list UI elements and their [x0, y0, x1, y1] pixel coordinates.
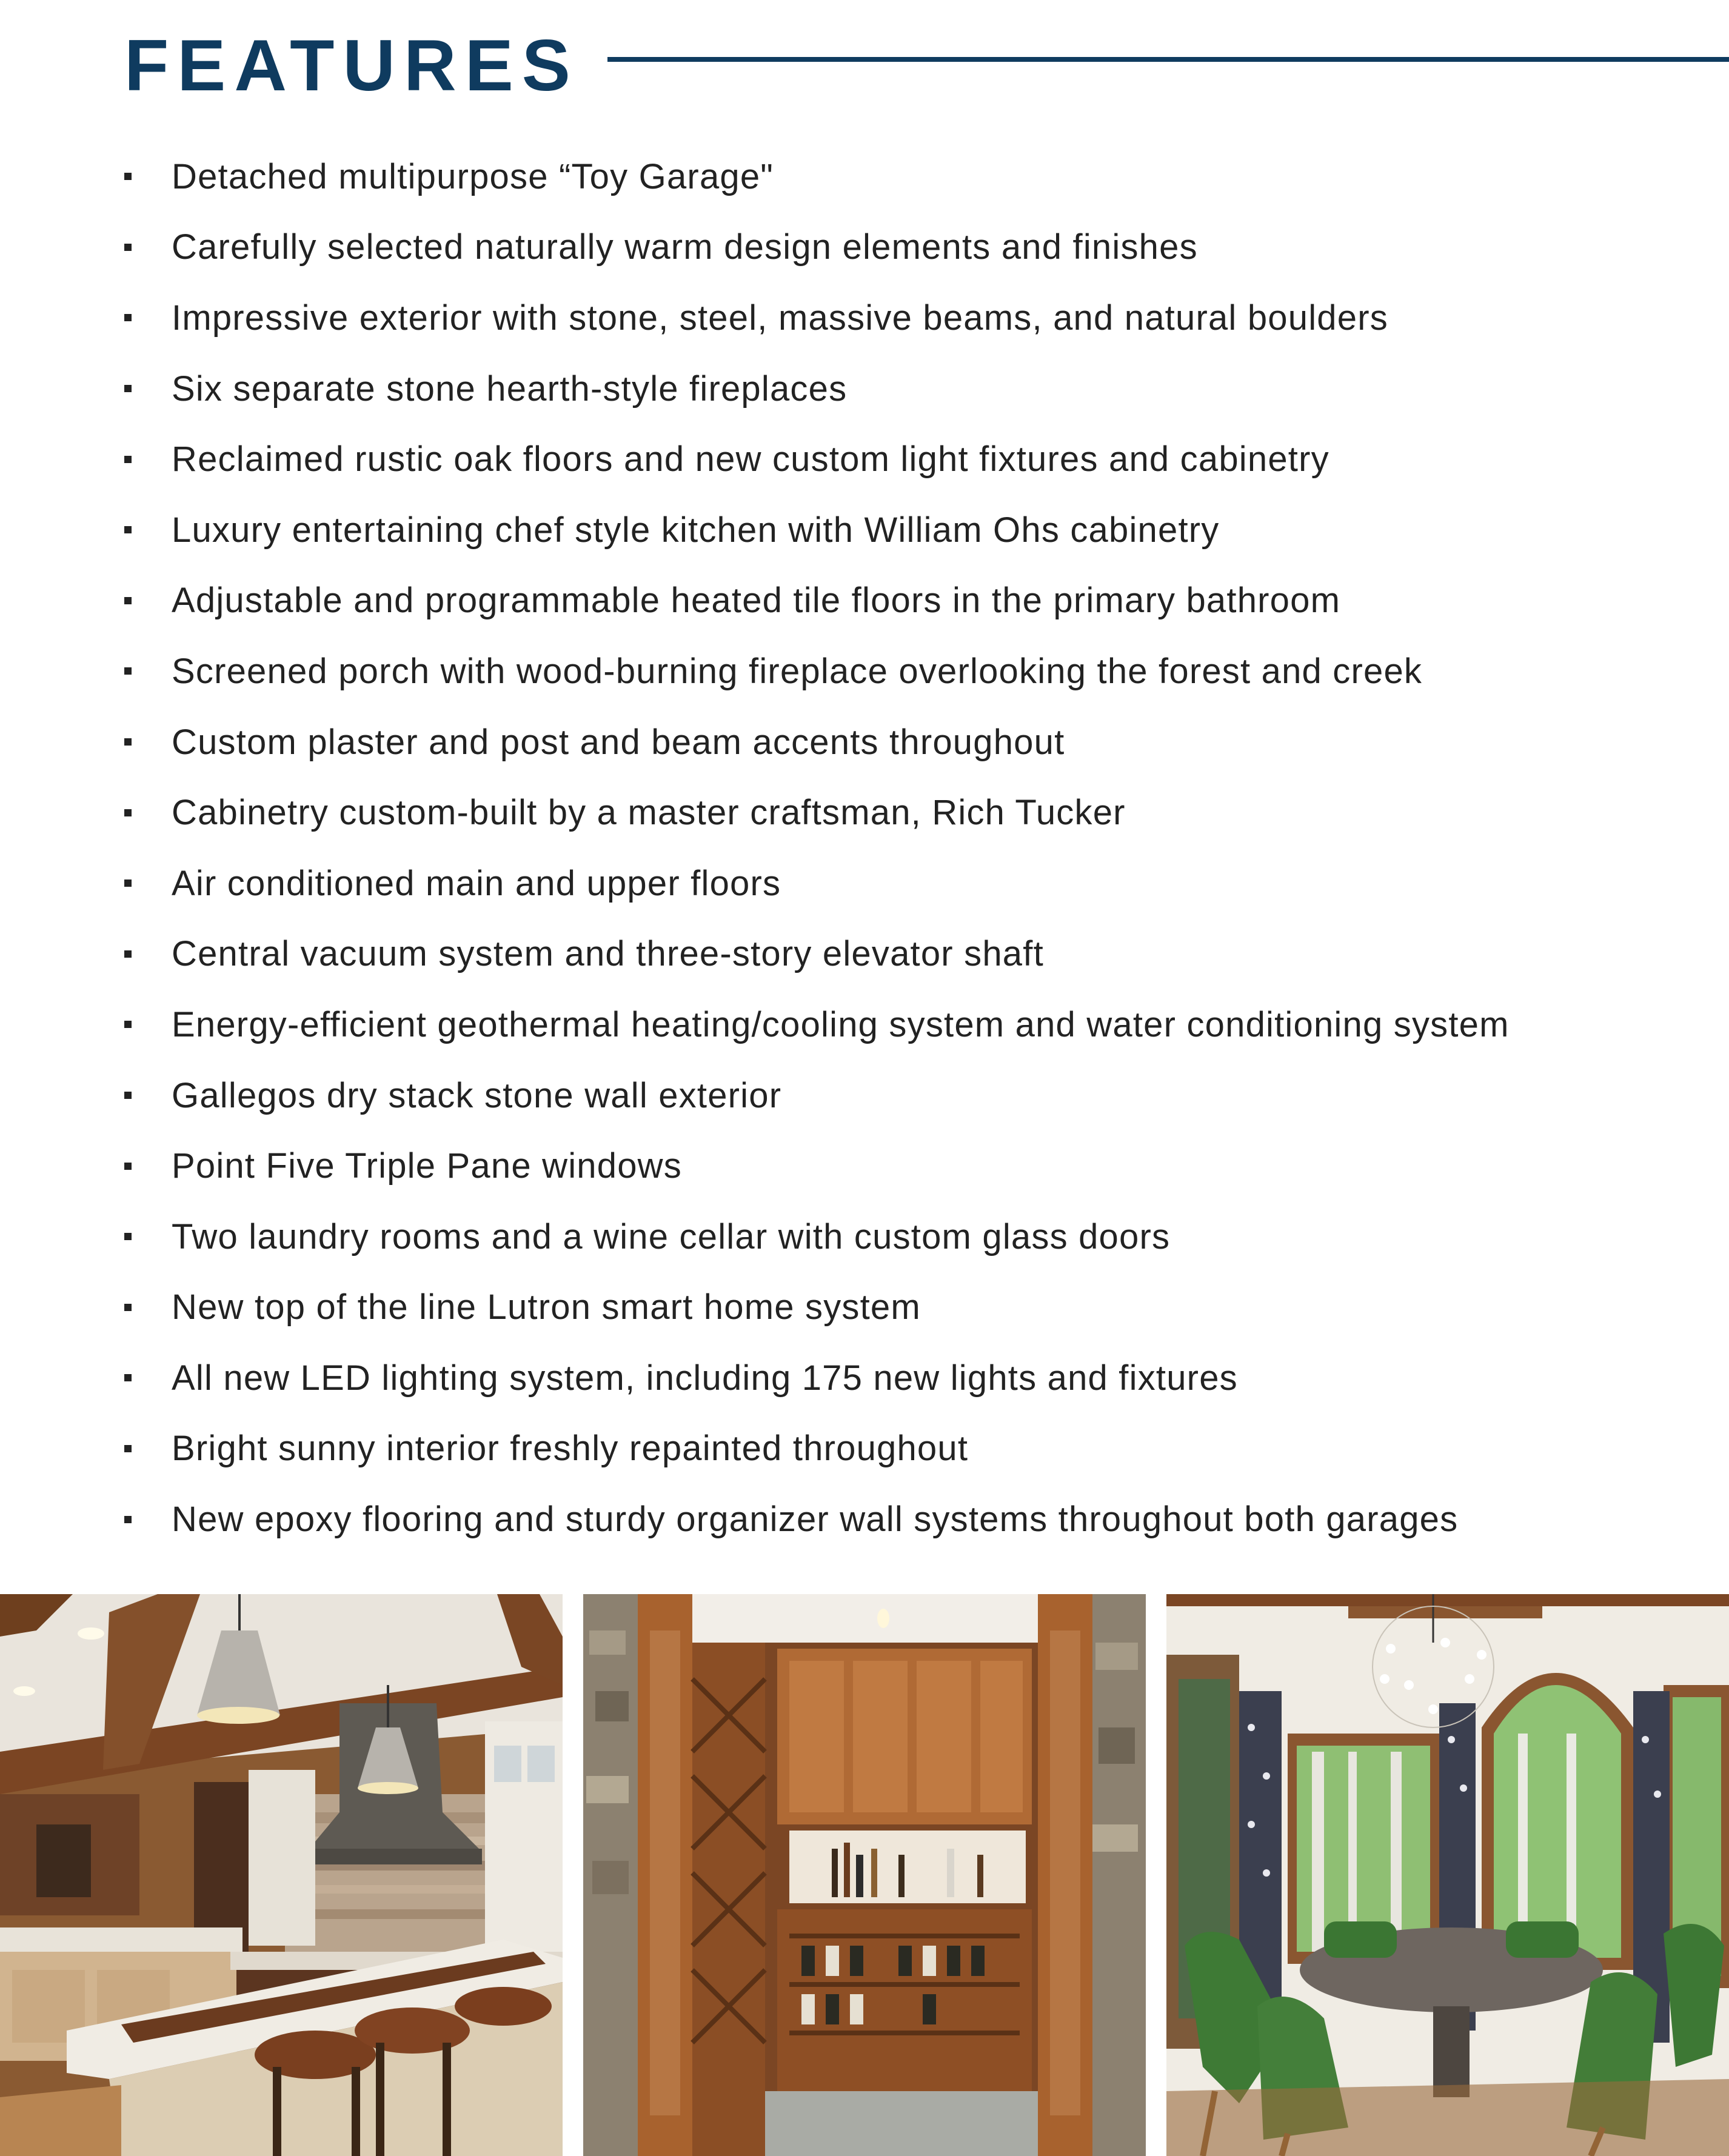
feature-text: Adjustable and programmable heated tile floors in the primary bathroom — [172, 581, 1341, 621]
feature-text: Central vacuum system and three-story elevator shaft — [172, 934, 1044, 974]
page-header — [0, 0, 1729, 121]
feature-text: Cabinetry custom-built by a master craftsman, Rich Tucker — [172, 793, 1126, 833]
feature-text: Detached multipurpose “Toy Garage" — [172, 156, 774, 196]
feature-item — [124, 989, 1676, 1060]
feature-item — [124, 1484, 1676, 1555]
kitchen-photo — [0, 1594, 563, 2156]
feature-item — [124, 777, 1676, 848]
bullet-icon — [124, 526, 132, 533]
feature-text: Bright sunny interior freshly repainted throughout — [172, 1429, 969, 1469]
feature-item — [124, 636, 1676, 707]
feature-item — [124, 424, 1676, 495]
feature-item — [124, 848, 1676, 919]
feature-text: All new LED lighting system, including 175 new lights and fixtures — [172, 1358, 1238, 1398]
feature-item — [124, 1060, 1676, 1131]
bullet-icon — [124, 456, 132, 463]
bullet-icon — [124, 1445, 132, 1452]
bullet-icon — [124, 1163, 132, 1170]
feature-text: Energy-efficient geothermal heating/cooling system and water conditioning system — [172, 1004, 1510, 1044]
bullet-icon — [124, 385, 132, 392]
dining-room-illustration — [1166, 1594, 1729, 2156]
feature-item — [124, 212, 1676, 283]
feature-text: Reclaimed rustic oak floors and new custom light fixtures and cabinetry — [172, 439, 1329, 479]
feature-item — [124, 1130, 1676, 1201]
page-title: FEATURES — [124, 25, 579, 106]
feature-item — [124, 1201, 1676, 1272]
feature-item — [124, 353, 1676, 424]
feature-item — [124, 141, 1676, 212]
feature-text: Point Five Triple Pane windows — [172, 1146, 682, 1186]
feature-item — [124, 1413, 1676, 1484]
feature-item — [124, 919, 1676, 990]
feature-item — [124, 566, 1676, 636]
kitchen-illustration — [0, 1594, 563, 2156]
feature-text: Air conditioned main and upper floors — [172, 863, 781, 903]
feature-text: Luxury entertaining chef style kitchen with William Ohs cabinetry — [172, 510, 1220, 550]
feature-text: Six separate stone hearth-style fireplaces — [172, 369, 848, 409]
feature-item — [124, 282, 1676, 353]
feature-text: New epoxy flooring and sturdy organizer wall systems throughout both garages — [172, 1500, 1459, 1540]
bullet-icon — [124, 244, 132, 251]
photo-strip — [0, 1594, 1729, 2156]
bullet-icon — [124, 1304, 132, 1311]
features-list — [124, 141, 1676, 1555]
bullet-icon — [124, 597, 132, 604]
bullet-icon — [124, 1374, 132, 1381]
bullet-icon — [124, 1021, 132, 1028]
feature-text: Screened porch with wood-burning fireplace overlooking the forest and creek — [172, 651, 1423, 691]
bullet-icon — [124, 1233, 132, 1240]
bullet-icon — [124, 314, 132, 321]
feature-item — [124, 1343, 1676, 1413]
wine-cellar-illustration — [583, 1594, 1146, 2156]
bullet-icon — [124, 950, 132, 958]
bullet-icon — [124, 173, 132, 180]
feature-item — [124, 495, 1676, 566]
feature-text: Two laundry rooms and a wine cellar with custom glass doors — [172, 1217, 1171, 1257]
wine-cellar-photo — [583, 1594, 1146, 2156]
feature-item — [124, 1272, 1676, 1343]
bullet-icon — [124, 1516, 132, 1523]
feature-text: Impressive exterior with stone, steel, massive beams, and natural boulders — [172, 298, 1388, 338]
bullet-icon — [124, 879, 132, 887]
bullet-icon — [124, 738, 132, 746]
feature-text: Custom plaster and post and beam accents throughout — [172, 722, 1065, 762]
bullet-icon — [124, 1092, 132, 1099]
bullet-icon — [124, 667, 132, 675]
bullet-icon — [124, 809, 132, 816]
dining-room-photo — [1166, 1594, 1729, 2156]
feature-text: Gallegos dry stack stone wall exterior — [172, 1075, 782, 1115]
title-divider-line — [607, 57, 1729, 62]
feature-text: Carefully selected naturally warm design elements and finishes — [172, 227, 1198, 267]
feature-item — [124, 707, 1676, 778]
feature-text: New top of the line Lutron smart home system — [172, 1287, 921, 1327]
